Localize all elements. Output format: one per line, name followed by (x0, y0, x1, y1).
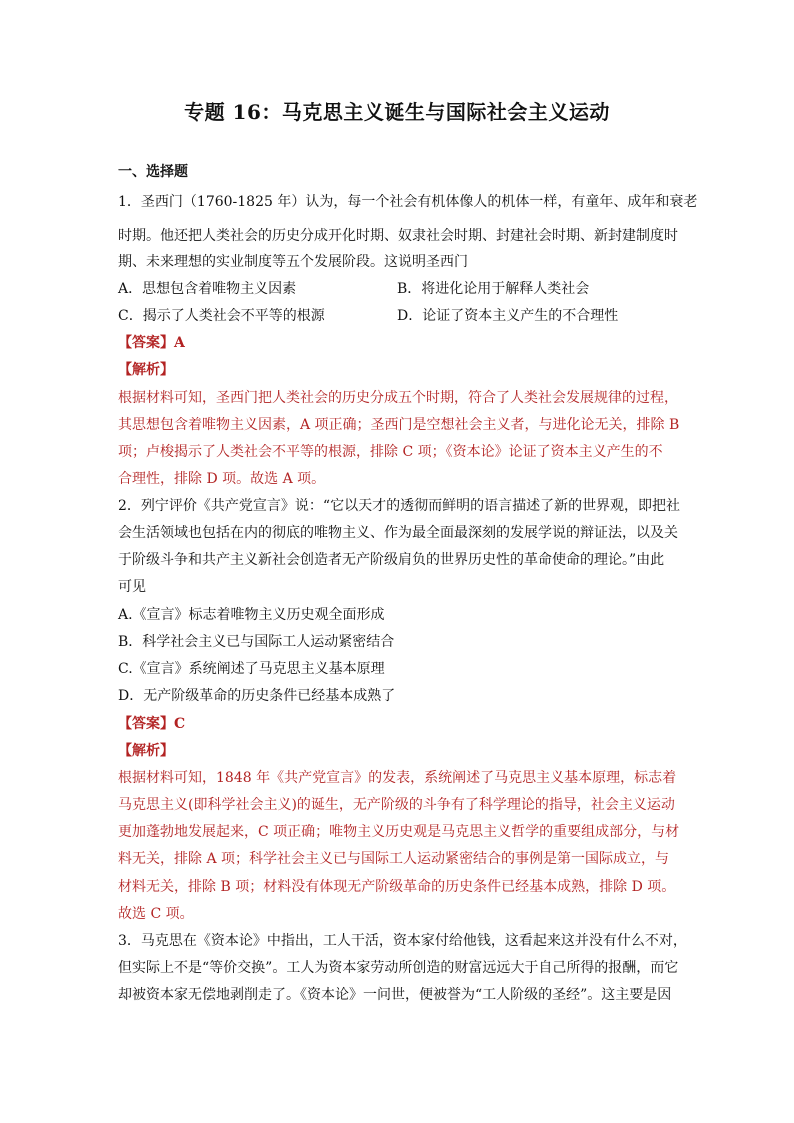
q2-option-b: B．科学社会主义已与国际工人运动紧密结合 (118, 634, 395, 650)
q2-stem-line: 可见 (118, 579, 146, 595)
q2-answer: 【答案】C (118, 716, 186, 732)
q2-analysis-line: 根据材料可知，1848 年《共产党宣言》的发表，系统阐述了马克思主义基本原理，标志着 (118, 770, 677, 786)
section-heading: 一、选择题 (118, 164, 188, 180)
q2-analysis-line: 故选 C 项。 (118, 906, 194, 922)
q1-analysis-label: 【解析】 (118, 362, 174, 378)
page-title: 专题 16：马克思主义诞生与国际社会主义运动 (184, 100, 610, 124)
q2-analysis-line: 更加蓬勃地发展起来，C 项正确；唯物主义历史观是马克思主义哲学的重要组成部分，与材 (118, 824, 680, 840)
q1-stem-line: 期、未来理想的实业制度等五个发展阶段。这说明圣西门 (118, 254, 468, 270)
q2-analysis-label: 【解析】 (118, 743, 174, 759)
q1-stem-line: 时期。他还把人类社会的历史分成开化时期、奴隶社会时期、封建社会时期、新封建制度时 (118, 228, 678, 244)
q3-stem-line: 3．马克思在《资本论》中指出，工人干活，资本家付给他钱，这看起来这并没有什么不对， (118, 933, 687, 949)
q1-option-c: C．揭示了人类社会不平等的根源 (118, 308, 325, 324)
q2-option-d: D．无产阶级革命的历史条件已经基本成熟了 (118, 688, 396, 704)
q1-analysis-line: 合理性，排除 D 项。故选 A 项。 (118, 471, 326, 487)
q1-analysis-line: 项；卢梭揭示了人类社会不平等的根源，排除 C 项；《资本论》论证了资本主义产生的不 (118, 444, 663, 460)
q1-option-d: D．论证了资本主义产生的不合理性 (397, 308, 619, 324)
q1-stem-line: 1．圣西门（1760-1825 年）认为，每一个社会有机体像人的机体一样，有童年、成年和衰老 (118, 194, 698, 210)
q2-analysis-line: 材料无关，排除 B 项；材料没有体现无产阶级革命的历史条件已经基本成熟，排除 D 项。 (118, 879, 676, 895)
q1-answer: 【答案】A (118, 335, 185, 351)
q1-option-b: B．将进化论用于解释人类社会 (397, 281, 590, 297)
q2-stem-line: 2．列宁评价《共产党宣言》说：“它以天才的透彻而鲜明的语言描述了新的世界观，即把社 (118, 498, 681, 514)
q2-analysis-line: 料无关，排除 A 项；科学社会主义已与国际工人运动紧密结合的事例是第一国际成立，与 (118, 851, 670, 867)
q3-stem-line: 却被资本家无偿地剥削走了。《资本论》一问世，便被誉为“工人阶级的圣经”。这主要是因 (118, 987, 672, 1003)
q3-stem-line: 但实际上不是“等价交换”。工人为资本家劳动所创造的财富远远大于自己所得的报酬，而它 (118, 960, 679, 976)
q1-option-a: A．思想包含着唯物主义因素 (118, 281, 297, 297)
q1-analysis-line: 其思想包含着唯物主义因素，A 项正确；圣西门是空想社会主义者，与进化论无关，排除 B (118, 417, 680, 433)
q2-option-c: C.《宣言》系统阐述了马克思主义基本原理 (118, 661, 385, 677)
q2-stem-line: 会生活领域也包括在内的彻底的唯物主义、作为最全面最深刻的发展学说的辩证法，以及关 (118, 525, 678, 541)
q2-stem-line: 于阶级斗争和共产主义新社会创造者无产阶级肩负的世界历史性的革命使命的理论。”由此 (118, 552, 665, 568)
q2-option-a: A.《宣言》标志着唯物主义历史观全面形成 (118, 607, 385, 623)
q1-analysis-line: 根据材料可知，圣西门把人类社会的历史分成五个时期，符合了人类社会发展规律的过程， (118, 390, 678, 406)
q2-analysis-line: 马克思主义(即科学社会主义)的诞生，无产阶级的斗争有了科学理论的指导，社会主义运动 (118, 797, 675, 813)
